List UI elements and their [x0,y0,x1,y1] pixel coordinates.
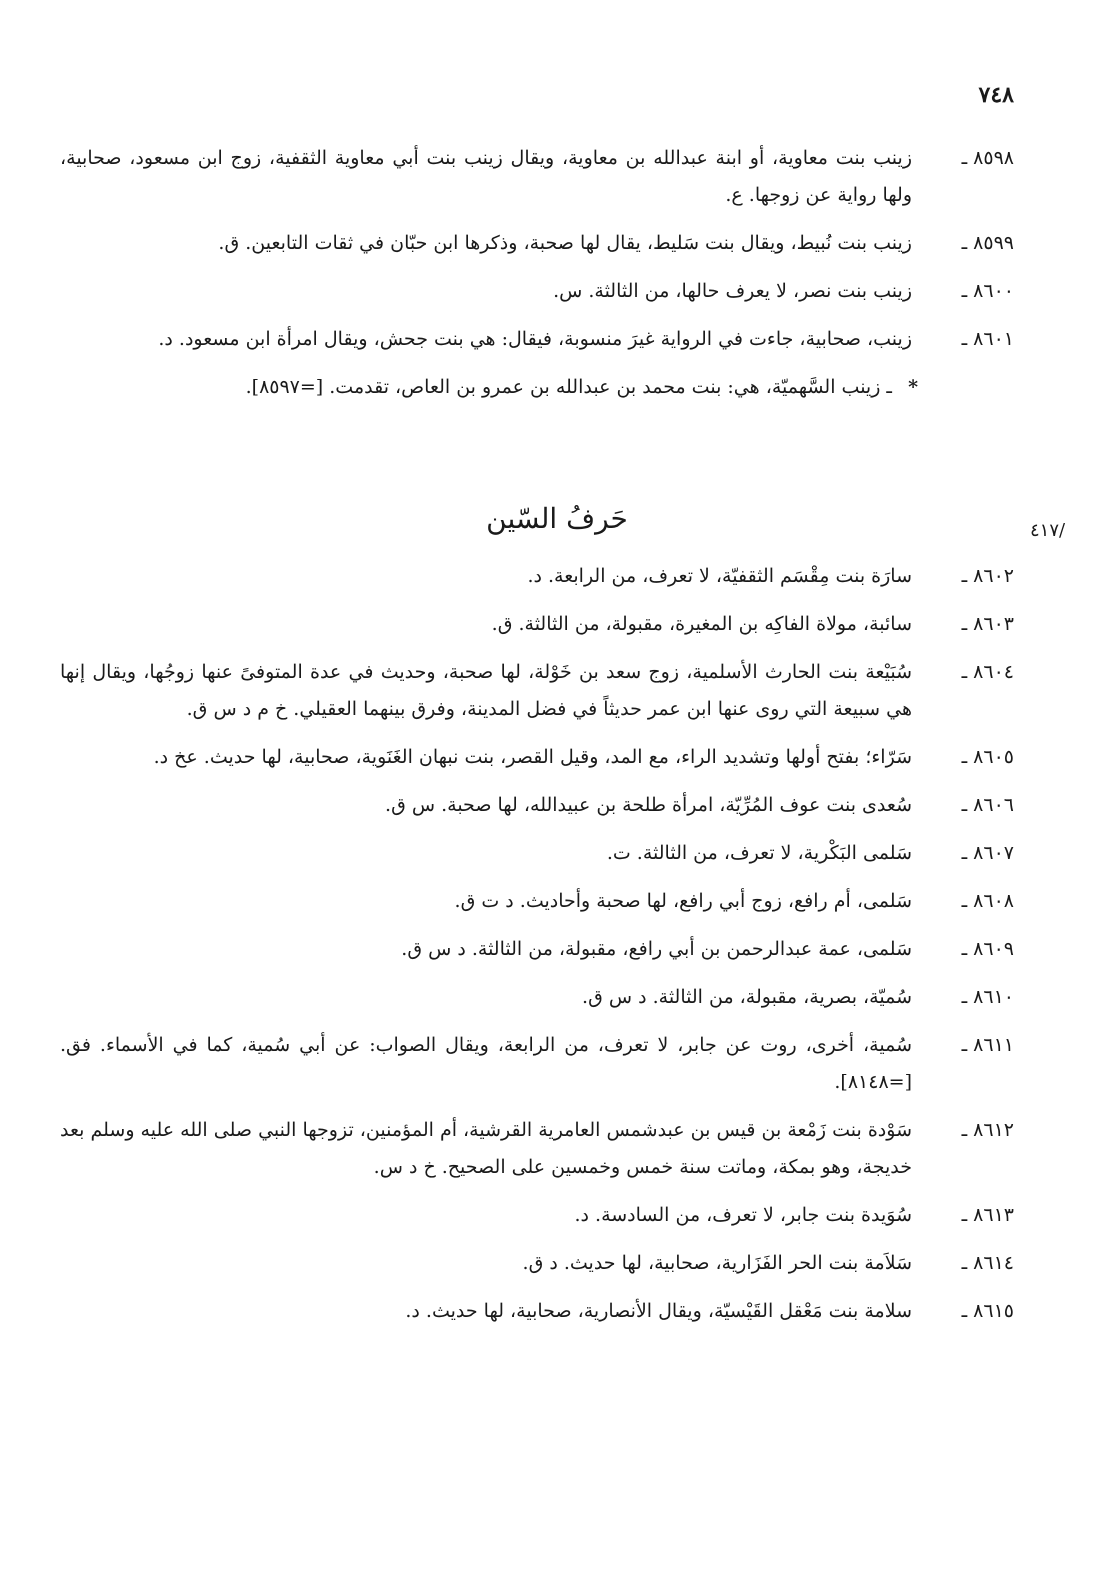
page-number: ٧٤٨ [978,82,1014,108]
entry-8615 [60,1293,1014,1330]
entry-text: سَلمى البَكْرية، لا تعرف، من الثالثة. ت. [606,842,912,864]
entry-number: ٨٦١٠ ـ [961,986,1014,1008]
entry-8608 [60,883,1014,920]
entry-text: زينب بنت معاوية، أو ابنة عبدالله بن معاوية، ويقال زينب بنت أبي معاوية الثقفية، زوج ابن مسعود، صحابية، ولها رواية عن زوجها. ع. [60,147,912,206]
entry-8601 [60,321,1014,358]
entry-text: زينب، صحابية، جاءت في الرواية غيرَ منسوبة، فيقال: هي بنت جحش، ويقال امرأة ابن مسعود. د. [158,328,912,350]
margin-reference: /٤١٧ [1030,520,1066,541]
cross-reference-entry [60,369,918,406]
entry-8606 [60,787,1014,824]
entry-text: سَوْدة بنت زَمْعة بن قيس بن عبدشمس العامرية القرشية، أم المؤمنين، تزوجها النبي صلى الله عليه وسلم بعد خديجة، وهو بمكة، وماتت سنة خمس وخمسين على الصحيح. خ د س. [60,1119,912,1178]
entry-number: ٨٥٩٨ ـ [961,147,1014,169]
entry-text: سَلمى، أم رافع، زوج أبي رافع، لها صحبة وأحاديث. د ت ق. [454,890,912,912]
entry-8610 [60,979,1014,1016]
entry-text: سَلاَمة بنت الحر الفَزَارية، صحابية، لها حديث. د ق. [522,1252,912,1274]
entry-text: سارَة بنت مِقْسَم الثقفيّة، لا تعرف، من الرابعة. د. [527,565,912,587]
entry-number: ٨٦٠٣ ـ [961,613,1014,635]
entry-8611 [60,1027,1014,1101]
entry-text: سُميّة، بصرية، مقبولة، من الثالثة. د س ق. [582,986,912,1008]
entry-text: سُعدى بنت عوف المُرِّيّة، امرأة طلحة بن عبيدالله، لها صحبة. س ق. [385,794,912,816]
entry-8613 [60,1197,1014,1234]
entry-number: ٨٦١٢ ـ [961,1119,1014,1141]
entry-8602 [60,558,1014,595]
entry-number: ٨٦٠٨ ـ [961,890,1014,912]
entry-number: ٨٦١٤ ـ [961,1252,1014,1274]
entries-list-top [60,140,1014,417]
entry-text: سَرّاء؛ بفتح أولها وتشديد الراء، مع المد، وقيل القصر، بنت نبهان الغَنَوية، صحابية، لها حديث. عخ د. [153,746,912,768]
entry-number: ٨٦١٣ ـ [961,1204,1014,1226]
entry-8605 [60,739,1014,776]
entry-number: ٨٦١١ ـ [961,1034,1014,1056]
entries-list-bottom [60,558,1014,1341]
asterisk-marker: * [908,376,918,398]
entry-8599 [60,225,1014,262]
entry-8603 [60,606,1014,643]
entry-8604 [60,654,1014,728]
entry-text: سُمية، أخرى، روت عن جابر، لا تعرف، من الرابعة، ويقال الصواب: عن أبي سُمية، كما في الأسماء. فق. [=٨١٤٨]. [60,1034,912,1093]
entry-number: ٨٦٠٧ ـ [961,842,1014,864]
entry-number: ٨٦٠٠ ـ [961,280,1014,302]
entry-text: سَلمى، عمة عبدالرحمن بن أبي رافع، مقبولة، من الثالثة. د س ق. [401,938,912,960]
entry-text: سائبة، مولاة الفاكِه بن المغيرة، مقبولة، من الثالثة. ق. [491,613,912,635]
entry-text: سُبَيْعة بنت الحارث الأسلمية، زوج سعد بن خَوْلة، لها صحبة، وحديث في عدة المتوفىً عنها زوجُها، ويقال إنها هي سبيعة التي روى عنها ابن عمر حديثاً في فضل المدينة، وفرق بينهما العقيلي. خ م د س ق. [60,661,912,720]
entry-number: ٨٦٠٤ ـ [961,661,1014,683]
entry-text: سلامة بنت مَعْقل القَيْسيّة، ويقال الأنصارية، صحابية، لها حديث. د. [405,1300,912,1322]
entry-number: ٨٦١٥ ـ [961,1300,1014,1322]
entry-text: زينب بنت نُبيط، ويقال بنت سَليط، يقال لها صحبة، وذكرها ابن حبّان في ثقات التابعين. ق. [218,232,912,254]
entry-8609 [60,931,1014,968]
section-heading: حَرفُ السّين [486,502,628,535]
entry-8600 [60,273,1014,310]
entry-8607 [60,835,1014,872]
entry-text: زينب بنت نصر، لا يعرف حالها، من الثالثة. س. [553,280,912,302]
entry-number: ٨٦٠٩ ـ [961,938,1014,960]
entry-number: ٨٦٠٢ ـ [961,565,1014,587]
entry-8598 [60,140,1014,214]
entry-number: ٨٦٠٥ ـ [961,746,1014,768]
entry-number: ٨٥٩٩ ـ [961,232,1014,254]
entry-8614 [60,1245,1014,1282]
entry-text: سُوَيدة بنت جابر، لا تعرف، من السادسة. د. [574,1204,912,1226]
entry-number: ٨٦٠١ ـ [961,328,1014,350]
entry-number: ٨٦٠٦ ـ [961,794,1014,816]
cross-reference-text: ـ زينب السَّهميّة، هي: بنت محمد بن عبدالله بن عمرو بن العاص، تقدمت. [=٨٥٩٧]. [245,376,892,398]
entry-8612 [60,1112,1014,1186]
